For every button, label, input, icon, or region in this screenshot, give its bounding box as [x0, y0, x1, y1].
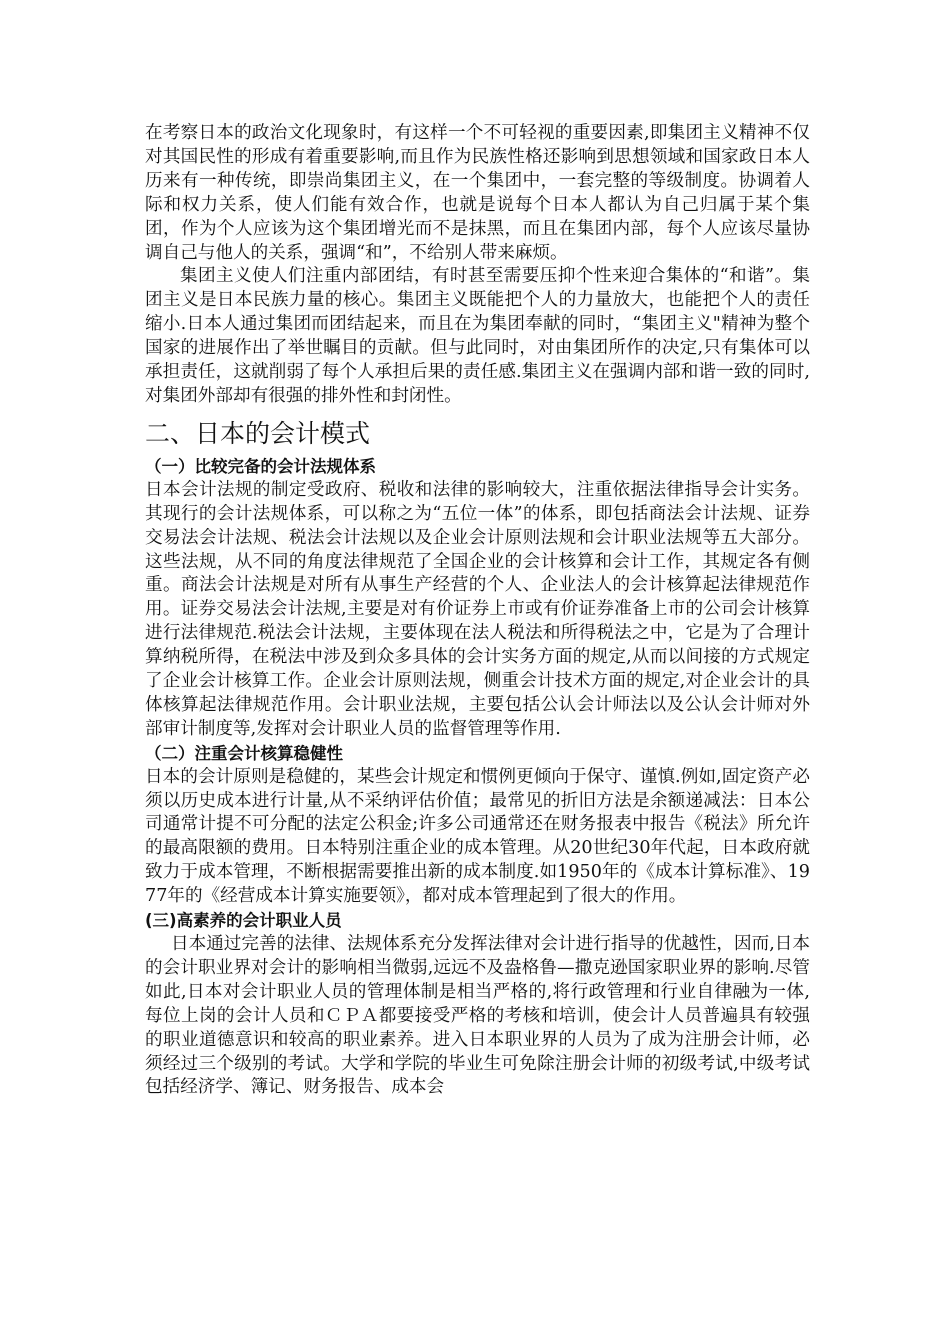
paragraph-collectivism-effects: 集团主义使人们注重内部团结，有时甚至需要压抑个性来迎合集体的“和谐”。集团主义是日本民族力量的核心。集团主义既能把个人的力量放大，也能把个人的责任缩小.日本人通过集团而团结起来，而且在为集团奉献的同时，“集团主义"精神为整个国家的进展作出了举世瞩目的贡献。但与此同时，对由集团所作的决定,只有集体可以承担责任，这就削弱了每个人承担后果的责任感.集团主义在强调内部和谐一致的同时,对集团外部却有很强的排外性和封闭性。: [145, 266, 810, 406]
paragraph-regulation-system: 日本会计法规的制定受政府、税收和法律的影响较大，注重依据法律指导会计实务。其现行的会计法规体系，可以称之为“五位一体”的体系，即包括商法会计法规、证券交易法会计法规、税法会计法规以及企业会计原则法规和会计职业法规等五大部分。这些法规，从不同的角度法律规范了全国企业的会计核算和会计工作，其规定各有侧重。商法会计法规是对所有从事生产经营的个人、企业法人的会计核算起法律规范作用。证券交易法会计法规,主要是对有价证券上市或有价证券准备上市的公司会计核算进行法律规范.税法会计法规，主要体现在法人税法和所得税法之中，它是为了合理计算纳税所得，在税法中涉及到众多具体的会计实务方面的规定,从而以间接的方式规定了企业会计核算工作。企业会计原则法规，侧重会计技术方面的规定,对企业会计的具体核算起法律规范作用。会计职业法规，主要包括公认会计师法以及公认会计师对外部审计制度等,发挥对会计职业人员的监督管理等作用.: [145, 479, 810, 739]
subheading-professionals: (三)高素养的会计职业人员: [145, 911, 342, 931]
section-heading-accounting-model: 二、日本的会计模式: [145, 418, 371, 448]
paragraph-collectivism-intro: 在考察日本的政治文化现象时，有这样一个不可轻视的重要因素,即集团主义精神不仅对其国民性的形成有着重要影响,而且作为民族性格还影响到思想领域和国家政日本人历来有一种传统，即崇尚集团主义，在一个集团中，一套完整的等级制度。协调着人际和权力关系，使人们能有效合作，也就是说每个日本人都认为自己归属于某个集团，作为个人应该为这个集团增光而不是抹黑，而且在集团内部，每个人应该尽量协调自己与他人的关系，强调“和”，不给别人带来麻烦。: [145, 123, 810, 263]
subheading-regulation-system: （一）比较完备的会计法规体系: [145, 456, 376, 476]
paragraph-professionals: 日本通过完善的法律、法规体系充分发挥法律对会计进行指导的优越性，因而,日本的会计职业界对会计的影响相当微弱,远远不及盎格鲁—撒克逊国家职业界的影响.尽管如此,日本对会计职业人员的管理体制是相当严格的,将行政管理和行业自律融为一体,每位上岗的会计人员和ＣＰＡ都要接受严格的考核和培训，使会计人员普遍具有较强的职业道德意识和较高的职业素养。进入日本职业界的人员为了成为注册会计师，必须经过三个级别的考试。大学和学院的毕业生可免除注册会计师的初级考试,中级考试包括经济学、簿记、财务报告、成本会: [145, 934, 810, 1098]
paragraph-prudence: 日本的会计原则是稳健的，某些会计规定和惯例更倾向于保守、谨慎.例如,固定资产必须以历史成本进行计量,从不采纳评估价值；最常见的折旧方法是余额递减法：日本公司通常计提不可分配的法定公积金;许多公司通常还在财务报表中报告《税法》所允许的最高限额的费用。日本特别注重企业的成本管理。从20世纪30年代起，日本政府就致力于成本管理，不断根据需要推出新的成本制度.如1950年的《成本计算标准》、1977年的《经营成本计算实施要领》，都对成本管理起到了很大的作用。: [145, 766, 810, 907]
subheading-prudence: （二）注重会计核算稳健性: [145, 743, 343, 763]
document-page: [145, 122, 810, 1100]
